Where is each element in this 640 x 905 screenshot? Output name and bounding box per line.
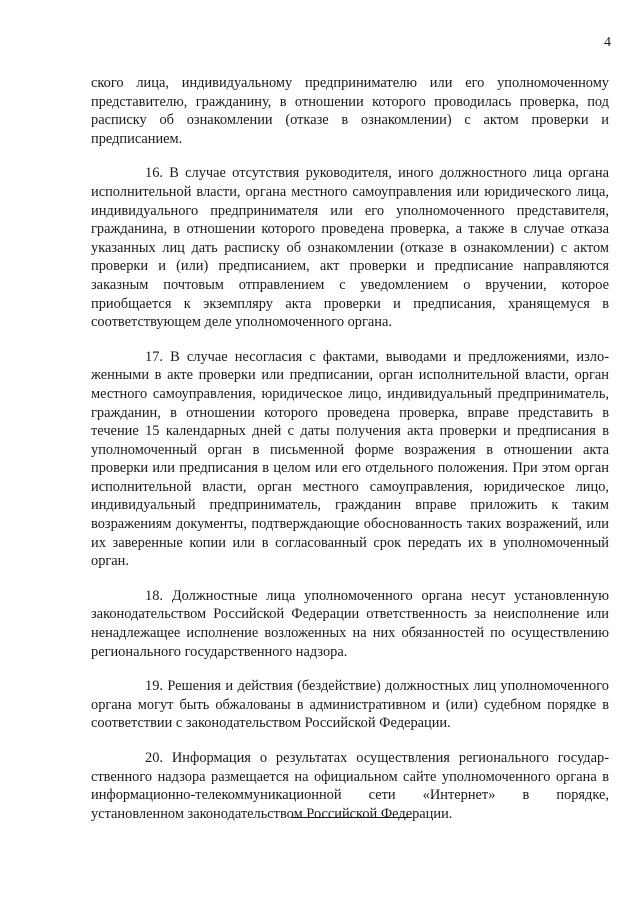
paragraph-18: 18. Должностные лица уполномоченного органа несут установленную законодательством Российской Федерации ответственность за неисполнение или ненадлежащее исполнение возложенных на них обязанностей по осуществлению регионального государственного надзора. [91,587,609,660]
paragraph-16: 16. В случае отсутствия руководителя, иного должностного лица органа исполнительной власти, органа местного самоуправления или юридического лица, индивидуального предпринимателя или его уполномоченного представителя, гражданина, в отношении которого проведена проверка, а также в случае отказа указанных лиц дать расписку об ознакомлении (отказе в ознакомлении) с актом проверки и (или) предписанием, акт проверки и предписание направляются заказным почтовым отправлением с уведомлением о вручении, которое приобщается к экземпляру акта проверки и предписания, хранящемуся в соответствующем деле уполномоченного органа. [91,165,609,331]
document-body [91,74,609,839]
paragraph-19: 19. Решения и действия (бездействие) должностных лиц уполномоченного органа могут быть обжалованы в административном и (или) судебном порядке в соответствии с законодательством Российской Федерации. [91,678,609,732]
paragraph-20: 20. Информация о результатах осуществления регионального государственного надзора размещается на официальном сайте уполномоченного органа в информационно-телекоммуникационной сети «Интернет» в порядке, установленном законодательством Российской Федерации. [91,750,609,822]
paragraph-17: 17. В случае несогласия с фактами, выводами и предложениями, изложенными в акте проверки или предписании, орган исполнительной власти, орган местного самоуправления, юридическое лицо, индивидуальный предприниматель, гражданин, в отношении которого проведена проверка, вправе представить в течение 15 календарных дней с даты получения акта проверки и предписания в уполномоченный орган в письменной форме возражения в отношении акта проверки или предписания в целом или его отдельного положения. При этом орган исполнительной власти, орган местного самоуправления, юридическое лицо, индивидуальный предприниматель, гражданин вправе приложить к таким возражениям документы, подтверждающие обоснованность таких возражений, или их заверенные копии или в согласованный срок передать их в уполномоченный орган. [91,348,609,570]
end-divider-line [291,817,412,818]
page-number: 4 [604,35,611,50]
paragraph-continuation: ского лица, индивидуальному предпринимателю или его уполномоченному представителю, гражданину, в отношении которого проводилась проверка, под расписку об ознакомлении (отказе в ознакомлении) с актом проверки и предписанием. [91,75,609,147]
